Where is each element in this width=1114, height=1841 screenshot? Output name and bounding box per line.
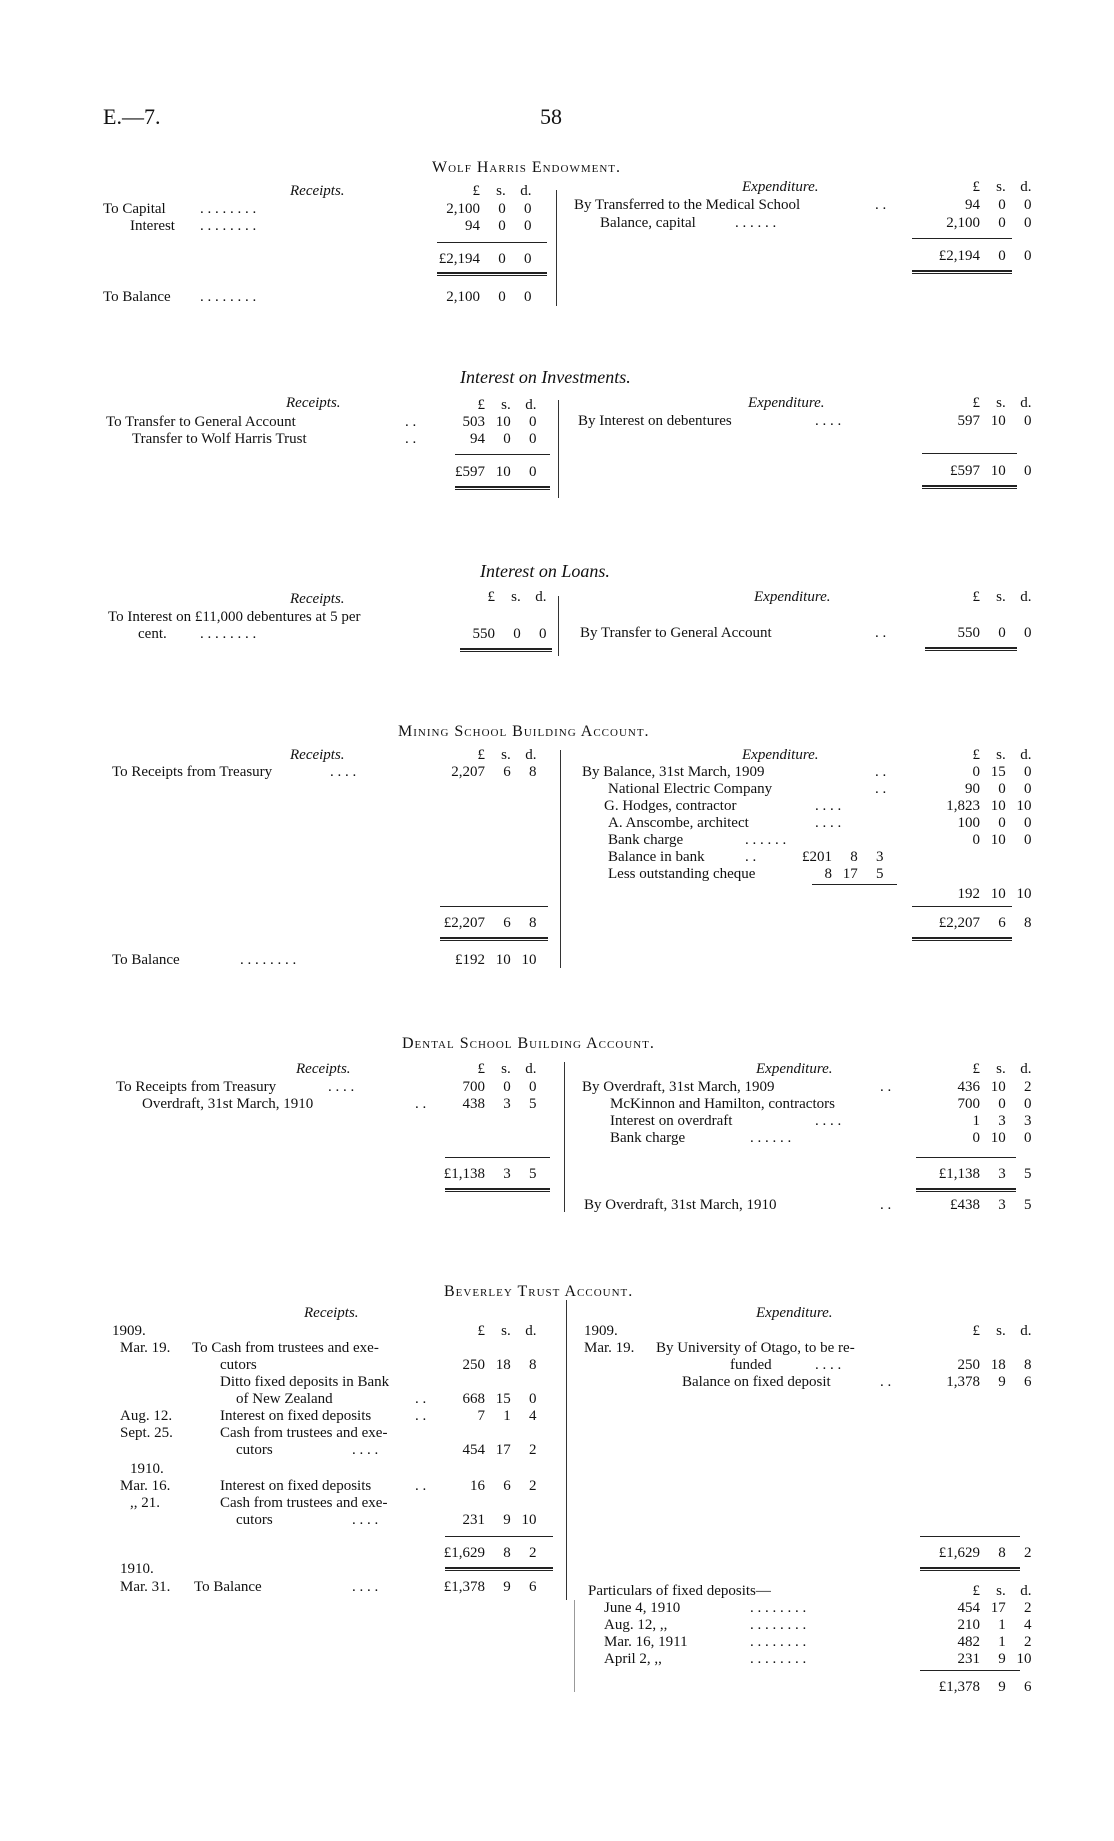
leader-dots: . . bbox=[880, 1197, 892, 1213]
inner-amount: £201 8 3 bbox=[802, 849, 884, 865]
total: £1,138 3 5 bbox=[938, 1166, 1032, 1182]
amount: 2,100 0 0 bbox=[446, 201, 532, 217]
amount: 0 15 0 bbox=[972, 764, 1032, 780]
amount: 550 0 0 bbox=[472, 626, 547, 642]
deposit-date: Aug. 12, ,, bbox=[604, 1617, 668, 1633]
total: £2,207 6 8 bbox=[938, 915, 1032, 931]
expenditure-label: Bank charge bbox=[608, 832, 684, 848]
amount: 250 18 8 bbox=[957, 1357, 1032, 1373]
leader-dots: . . . . . . . . bbox=[750, 1634, 807, 1650]
col-header: £ s. d. bbox=[477, 747, 537, 763]
expenditure-label: By Transferred to the Medical School bbox=[574, 197, 801, 213]
leader-dots: . . . . . . bbox=[745, 832, 787, 848]
amount: 1,378 9 6 bbox=[946, 1374, 1032, 1390]
deposit-date: April 2, ,, bbox=[604, 1651, 662, 1667]
year-label: 1909. bbox=[584, 1323, 618, 1339]
leader-dots: . . bbox=[875, 781, 887, 797]
col-header: £ s. d. bbox=[972, 1583, 1032, 1599]
amount: 250 18 8 bbox=[462, 1357, 537, 1373]
amount: 1 3 3 bbox=[972, 1113, 1032, 1129]
receipts-header: Receipts. bbox=[290, 183, 345, 199]
section-title: Mining School Building Account. bbox=[398, 723, 650, 740]
amount: 231 9 10 bbox=[462, 1512, 537, 1528]
receipt-label: To Transfer to General Account bbox=[106, 414, 296, 430]
amount: 454 17 2 bbox=[957, 1600, 1032, 1616]
col-header: £ s. d. bbox=[477, 1061, 537, 1077]
receipt-label: To Capital bbox=[103, 201, 166, 217]
receipts-header: Receipts. bbox=[304, 1305, 359, 1321]
leader-dots: . . bbox=[405, 414, 417, 430]
amount: 436 10 2 bbox=[957, 1079, 1032, 1095]
total: £2,207 6 8 bbox=[443, 915, 537, 931]
amount: 482 1 2 bbox=[957, 1634, 1032, 1650]
receipts-header: Receipts. bbox=[286, 395, 341, 411]
deposit-date: June 4, 1910 bbox=[604, 1600, 681, 1616]
leader-dots: . . . . bbox=[352, 1579, 379, 1595]
leader-dots: . . bbox=[415, 1096, 427, 1112]
leader-dots: . . bbox=[880, 1079, 892, 1095]
entry-date: Mar. 19. bbox=[584, 1340, 635, 1356]
col-header: £ s. d. bbox=[972, 179, 1032, 195]
entry-date: ,, 21. bbox=[130, 1495, 160, 1511]
receipt-label: Transfer to Wolf Harris Trust bbox=[132, 431, 307, 447]
expenditure-label: Balance in bank bbox=[608, 849, 705, 865]
total: £597 10 0 bbox=[455, 464, 537, 480]
expenditure-header: Expenditure. bbox=[754, 589, 831, 605]
amount: 94 0 0 bbox=[470, 431, 537, 447]
leader-dots: . . . . bbox=[352, 1512, 379, 1528]
amount: 668 15 0 bbox=[462, 1391, 537, 1407]
total: £1,629 8 2 bbox=[938, 1545, 1032, 1561]
section-title: Interest on Investments. bbox=[460, 367, 631, 387]
amount: 503 10 0 bbox=[462, 414, 537, 430]
leader-dots: . . . . bbox=[815, 815, 842, 831]
balance-label: To Balance bbox=[112, 952, 180, 968]
leader-dots: . . . . . . . . bbox=[750, 1600, 807, 1616]
leader-dots: . . . . bbox=[815, 1113, 842, 1129]
receipt-label: Overdraft, 31st March, 1910 bbox=[142, 1096, 314, 1112]
receipts-header: Receipts. bbox=[296, 1061, 351, 1077]
amount: 2,100 0 0 bbox=[446, 289, 532, 305]
expenditure-label: G. Hodges, contractor bbox=[604, 798, 737, 814]
receipt-label: Interest bbox=[130, 218, 175, 234]
receipt-label: Cash from trustees and exe- bbox=[220, 1495, 388, 1511]
total: £597 10 0 bbox=[950, 463, 1032, 479]
receipt-label: cutors bbox=[236, 1442, 273, 1458]
receipt-label: Ditto fixed deposits in Bank bbox=[220, 1374, 390, 1390]
deposit-date: Mar. 16, 1911 bbox=[604, 1634, 688, 1650]
leader-dots: . . . . . . . . bbox=[750, 1617, 807, 1633]
receipt-label: cent. bbox=[138, 626, 167, 642]
section-title: Wolf Harris Endowment. bbox=[432, 159, 621, 176]
amount: 550 0 0 bbox=[957, 625, 1032, 641]
fixed-deposits-title: Particulars of fixed deposits— bbox=[588, 1583, 771, 1599]
amount: 16 6 2 bbox=[470, 1478, 537, 1494]
leader-dots: . . bbox=[875, 197, 887, 213]
expenditure-label: National Electric Company bbox=[608, 781, 773, 797]
expenditure-label: By Overdraft, 31st March, 1910 bbox=[584, 1197, 777, 1213]
leader-dots: . . . . bbox=[815, 798, 842, 814]
receipt-label: cutors bbox=[220, 1357, 257, 1373]
year-label: 1910. bbox=[120, 1561, 154, 1577]
expenditure-label: A. Anscombe, architect bbox=[608, 815, 749, 831]
entry-date: Mar. 16. bbox=[120, 1478, 171, 1494]
leader-dots: . . . . . . bbox=[735, 215, 777, 231]
leader-dots: . . . . bbox=[352, 1442, 379, 1458]
amount: 192 10 10 bbox=[957, 886, 1032, 902]
year-label: 1909. bbox=[112, 1323, 146, 1339]
entry-date: Sept. 25. bbox=[120, 1425, 173, 1441]
amount: 231 9 10 bbox=[957, 1651, 1032, 1667]
balance-label: To Balance bbox=[194, 1579, 262, 1595]
expenditure-label: Interest on overdraft bbox=[610, 1113, 733, 1129]
section-title: Beverley Trust Account. bbox=[444, 1283, 634, 1300]
leader-dots: . . bbox=[415, 1408, 427, 1424]
leader-dots: . . . . . . . . bbox=[750, 1651, 807, 1667]
expenditure-label: By Transfer to General Account bbox=[580, 625, 772, 641]
expenditure-label: funded bbox=[730, 1357, 772, 1373]
total: £1,138 3 5 bbox=[443, 1166, 537, 1182]
amount: 90 0 0 bbox=[965, 781, 1032, 797]
entry-date: Mar. 31. bbox=[120, 1579, 171, 1595]
receipt-label: To Interest on £11,000 debentures at 5 per bbox=[108, 609, 361, 625]
expenditure-label: By Balance, 31st March, 1909 bbox=[582, 764, 765, 780]
entry-date: Mar. 19. bbox=[120, 1340, 171, 1356]
page-ref: E.—7. bbox=[103, 104, 161, 129]
col-header: £ s. d. bbox=[972, 1323, 1032, 1339]
leader-dots: . . bbox=[880, 1374, 892, 1390]
amount: 210 1 4 bbox=[957, 1617, 1032, 1633]
expenditure-label: By University of Otago, to be re- bbox=[656, 1340, 855, 1356]
col-header: £ s. d. bbox=[477, 1323, 537, 1339]
receipts-header: Receipts. bbox=[290, 747, 345, 763]
amount: 597 10 0 bbox=[957, 413, 1032, 429]
section-title: Dental School Building Account. bbox=[402, 1035, 655, 1052]
col-header: £ s. d. bbox=[972, 395, 1032, 411]
leader-dots: . . . . . . . . bbox=[200, 626, 257, 642]
expenditure-header: Expenditure. bbox=[742, 179, 819, 195]
receipt-label: To Receipts from Treasury bbox=[116, 1079, 277, 1095]
expenditure-label: Bank charge bbox=[610, 1130, 686, 1146]
leader-dots: . . . . bbox=[328, 1079, 355, 1095]
amount: 94 0 0 bbox=[965, 197, 1032, 213]
leader-dots: . . . . . . . . bbox=[200, 201, 257, 217]
amount: 100 0 0 bbox=[957, 815, 1032, 831]
leader-dots: . . . . bbox=[815, 1357, 842, 1373]
leader-dots: . . . . . . . . bbox=[200, 289, 257, 305]
amount: 1,823 10 10 bbox=[946, 798, 1032, 814]
leader-dots: . . . . bbox=[330, 764, 357, 780]
col-header: £ s. d. bbox=[972, 747, 1032, 763]
col-header: £ s. d. bbox=[487, 589, 547, 605]
expenditure-header: Expenditure. bbox=[742, 747, 819, 763]
receipt-label: Interest on fixed deposits bbox=[220, 1478, 372, 1494]
col-header: £ s. d. bbox=[477, 397, 537, 413]
total: £2,194 0 0 bbox=[938, 248, 1032, 264]
amount: 0 10 0 bbox=[972, 832, 1032, 848]
section-title: Interest on Loans. bbox=[480, 561, 610, 581]
receipt-label: of New Zealand bbox=[236, 1391, 333, 1407]
leader-dots: . . bbox=[405, 431, 417, 447]
expenditure-label: By Interest on debentures bbox=[578, 413, 732, 429]
amount: 700 0 0 bbox=[957, 1096, 1032, 1112]
amount: £1,378 9 6 bbox=[443, 1579, 537, 1595]
col-header: £ s. d. bbox=[972, 1061, 1032, 1077]
page-number: 58 bbox=[540, 104, 562, 129]
leader-dots: . . bbox=[875, 764, 887, 780]
total: £1,378 9 6 bbox=[938, 1679, 1032, 1695]
receipt-label: To Cash from trustees and exe- bbox=[192, 1340, 379, 1356]
amount: 7 1 4 bbox=[477, 1408, 537, 1424]
amount: £192 10 10 bbox=[455, 952, 537, 968]
receipt-label: cutors bbox=[236, 1512, 273, 1528]
amount: 438 3 5 bbox=[462, 1096, 537, 1112]
leader-dots: . . . . . . . . bbox=[240, 952, 297, 968]
receipts-header: Receipts. bbox=[290, 591, 345, 607]
expenditure-label: Balance, capital bbox=[600, 215, 696, 231]
inner-amount: 8 17 5 bbox=[824, 866, 884, 882]
expenditure-label: Balance on fixed deposit bbox=[682, 1374, 831, 1390]
entry-date: Aug. 12. bbox=[120, 1408, 173, 1424]
col-header: £ s. d. bbox=[972, 589, 1032, 605]
amount: 2,100 0 0 bbox=[946, 215, 1032, 231]
leader-dots: . . . . . . bbox=[750, 1130, 792, 1146]
amount: 700 0 0 bbox=[462, 1079, 537, 1095]
amount: £438 3 5 bbox=[950, 1197, 1032, 1213]
balance-label: To Balance bbox=[103, 289, 171, 305]
expenditure-label: McKinnon and Hamilton, contractors bbox=[610, 1096, 835, 1112]
expenditure-header: Expenditure. bbox=[748, 395, 825, 411]
total: £2,194 0 0 bbox=[438, 251, 532, 267]
col-header: £ s. d. bbox=[472, 183, 532, 199]
leader-dots: . . bbox=[875, 625, 887, 641]
leader-dots: . . bbox=[745, 849, 757, 865]
receipt-label: Interest on fixed deposits bbox=[220, 1408, 372, 1424]
amount: 2,207 6 8 bbox=[451, 764, 537, 780]
receipt-label: Cash from trustees and exe- bbox=[220, 1425, 388, 1441]
amount: 94 0 0 bbox=[465, 218, 532, 234]
amount: 454 17 2 bbox=[462, 1442, 537, 1458]
total: £1,629 8 2 bbox=[443, 1545, 537, 1561]
amount: 0 10 0 bbox=[972, 1130, 1032, 1146]
leader-dots: . . bbox=[415, 1391, 427, 1407]
expenditure-label: Less outstanding cheque bbox=[608, 866, 756, 882]
leader-dots: . . . . . . . . bbox=[200, 218, 257, 234]
receipt-label: To Receipts from Treasury bbox=[112, 764, 273, 780]
year-label: 1910. bbox=[130, 1461, 164, 1477]
leader-dots: . . . . bbox=[815, 413, 842, 429]
expenditure-header: Expenditure. bbox=[756, 1305, 833, 1321]
expenditure-label: By Overdraft, 31st March, 1909 bbox=[582, 1079, 775, 1095]
leader-dots: . . bbox=[415, 1478, 427, 1494]
expenditure-header: Expenditure. bbox=[756, 1061, 833, 1077]
